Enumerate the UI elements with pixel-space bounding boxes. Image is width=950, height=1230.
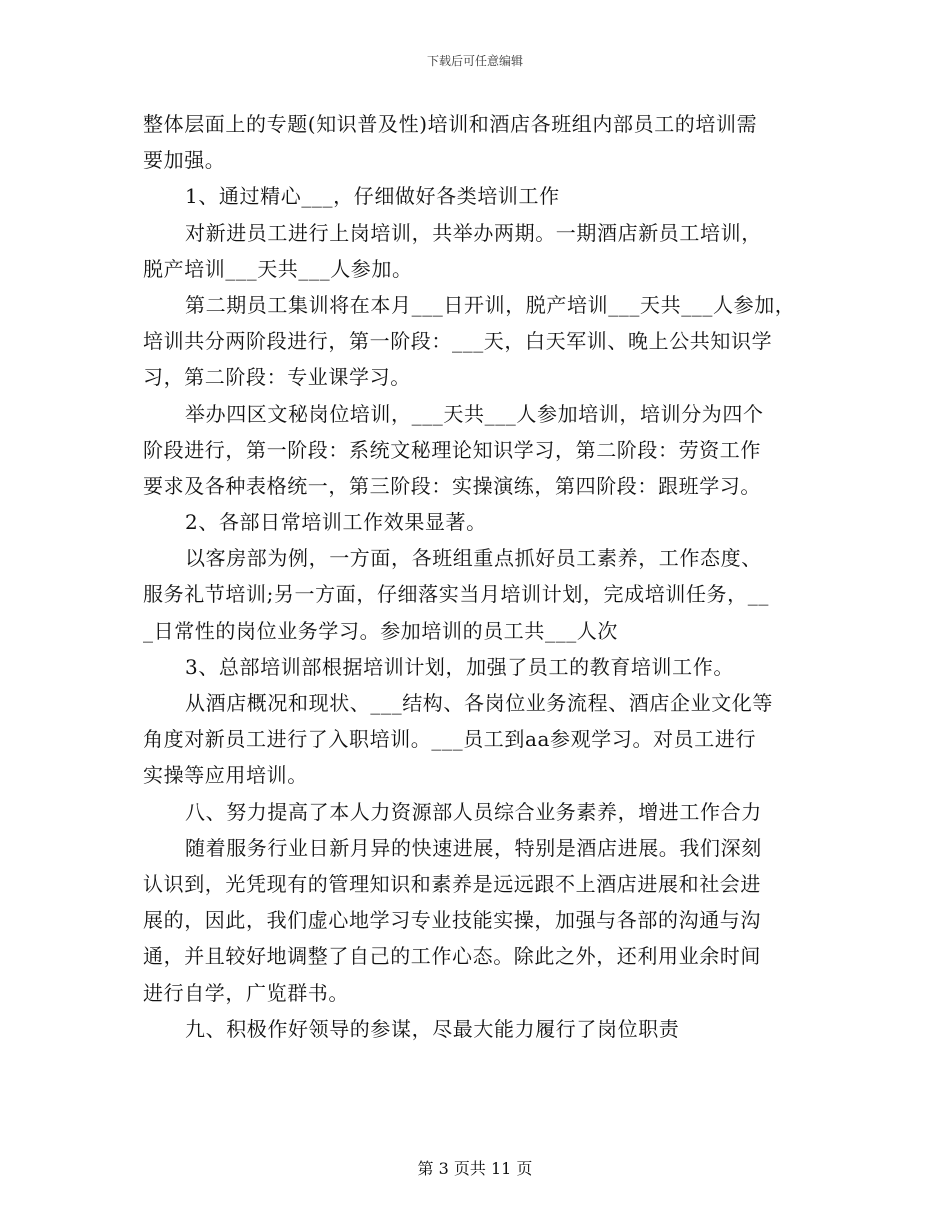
- text-line: 1、通过精心___，仔细做好各类培训工作: [185, 184, 560, 209]
- text-line: 以客房部为例，一方面，各班组重点抓好员工素养，工作态度、: [185, 546, 762, 571]
- text-line: _日常性的岗位业务学习。参加培训的员工共___人次: [143, 618, 618, 643]
- text-line: 服务礼节培训;另一方面，仔细落实当月培训计划，完成培训任务，__: [143, 582, 769, 607]
- document-body: [143, 106, 833, 1047]
- text-line: 从酒店概况和现状、___结构、各岗位业务流程、酒店企业文化等: [185, 691, 773, 715]
- text-line: 脱产培训___天共___人参加。: [143, 256, 413, 281]
- text-line: 对新进员工进行上岗培训，共举办两期。一期酒店新员工培训，: [185, 220, 762, 245]
- text-line: 习，第二阶段：专业课学习。: [143, 365, 411, 390]
- text-line: 举办四区文秘岗位培训，___天共___人参加培训，培训分为四个: [185, 401, 764, 426]
- text-line: 认识到，光凭现有的管理知识和素养是远远跟不上酒店进展和社会进: [143, 871, 761, 896]
- text-line: 实操等应用培训。: [143, 763, 308, 788]
- text-line: 进行自学，广览群书。: [143, 980, 349, 1005]
- text-line: 培训共分两阶段进行，第一阶段：___天，白天军训、晚上公共知识学: [143, 329, 773, 354]
- text-line: 第二期员工集训将在本月___日开训，脱产培训___天共___人参加，: [185, 292, 796, 317]
- text-line: 阶段进行，第一阶段：系统文秘理论知识学习，第二阶段：劳资工作: [143, 437, 761, 462]
- text-line: 3、总部培训部根据培训计划，加强了员工的教育培训工作。: [185, 654, 734, 679]
- text-line: 要求及各种表格统一，第三阶段：实操演练，第四阶段：跟班学习。: [143, 473, 761, 498]
- text-line: 随着服务行业日新月异的快速进展，特别是酒店进展。我们深刻: [185, 835, 762, 860]
- text-line: 角度对新员工进行了入职培训。___员工到aa参观学习。对员工进行: [143, 727, 757, 752]
- text-line: 通，并且较好地调整了自己的工作心态。除此之外，还利用业余时间: [143, 944, 761, 969]
- text-line: 展的，因此，我们虚心地学习专业技能实操，加强与各部的沟通与沟: [143, 908, 761, 933]
- text-line: 八、努力提高了本人力资源部人员综合业务素养，增进工作合力: [185, 799, 762, 824]
- page-footer: 第 3 页共 11 页: [417, 1159, 533, 1178]
- page-header: 下载后可任意编辑: [426, 54, 523, 68]
- text-line: 整体层面上的专题(知识普及性)培训和酒店各班组内部员工的培训需: [143, 112, 758, 136]
- text-line: 要加强。: [143, 148, 226, 173]
- text-line: 2、各部日常培训工作效果显著。: [185, 510, 487, 535]
- text-line: 九、积极作好领导的参谋，尽最大能力履行了岗位职责: [185, 1016, 680, 1041]
